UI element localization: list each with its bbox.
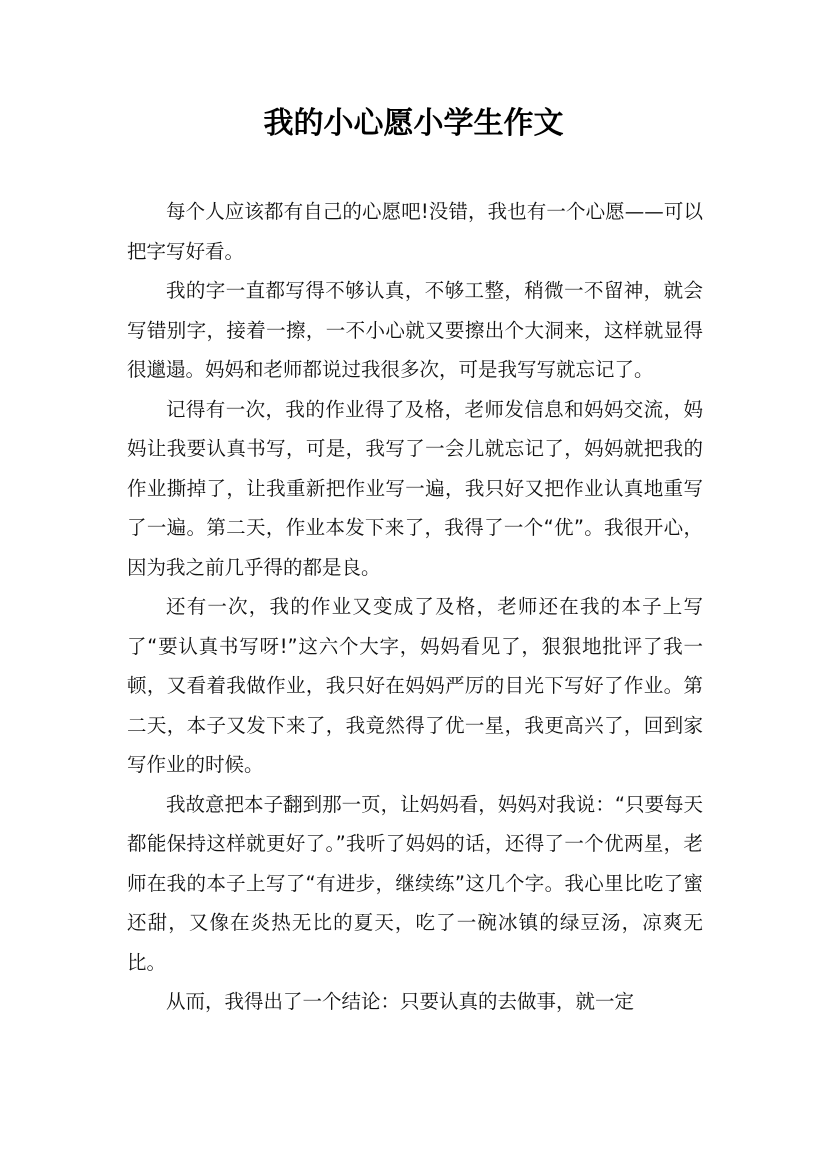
document-title: 我的小心愿小学生作文 <box>263 106 564 141</box>
paragraph-1: 每个人应该都有自己的心愿吧!没错，我也有一个心愿——可以把字写好看。 <box>127 200 703 263</box>
document-body <box>127 192 703 1022</box>
paragraph-4: 还有一次，我的作业又变成了及格，老师还在我的本子上写了“要认真书写呀!”这六个大字，妈妈看见了，狠狠地批评了我一顿，又看着我做作业，我只好在妈妈严厉的目光下写好了作业。第二天，本子又发下来了，我竟然得了优一星，我更高兴了，回到家写作业的时候。 <box>127 595 703 776</box>
paragraph-5: 我故意把本子翻到那一页，让妈妈看，妈妈对我说：“只要每天都能保持这样就更好了。”我听了妈妈的话，还得了一个优两星，老师在我的本子上写了“有进步，继续练”这几个字。我心里比吃了蜜还甜，又像在炎热无比的夏天，吃了一碗冰镇的绿豆汤，凉爽无比。 <box>127 792 703 974</box>
paragraph-2: 我的字一直都写得不够认真，不够工整，稍微一不留神，就会写错别字，接着一擦，一不小心就又要擦出个大洞来，这样就显得很邋遢。妈妈和老师都说过我很多次，可是我写写就忘记了。 <box>127 279 703 381</box>
paragraph-6: 从而，我得出了一个结论：只要认真的去做事，就一定 <box>166 990 635 1013</box>
paragraph-3: 记得有一次，我的作业得了及格，老师发信息和妈妈交流，妈妈让我要认真书写，可是，我写了一会儿就忘记了，妈妈就把我的作业撕掉了，让我重新把作业写一遍，我只好又把作业认真地重写了一遍。第二天，作业本发下来了，我得了一个“优”。我很开心，因为我之前几乎得的都是良。 <box>127 397 703 579</box>
